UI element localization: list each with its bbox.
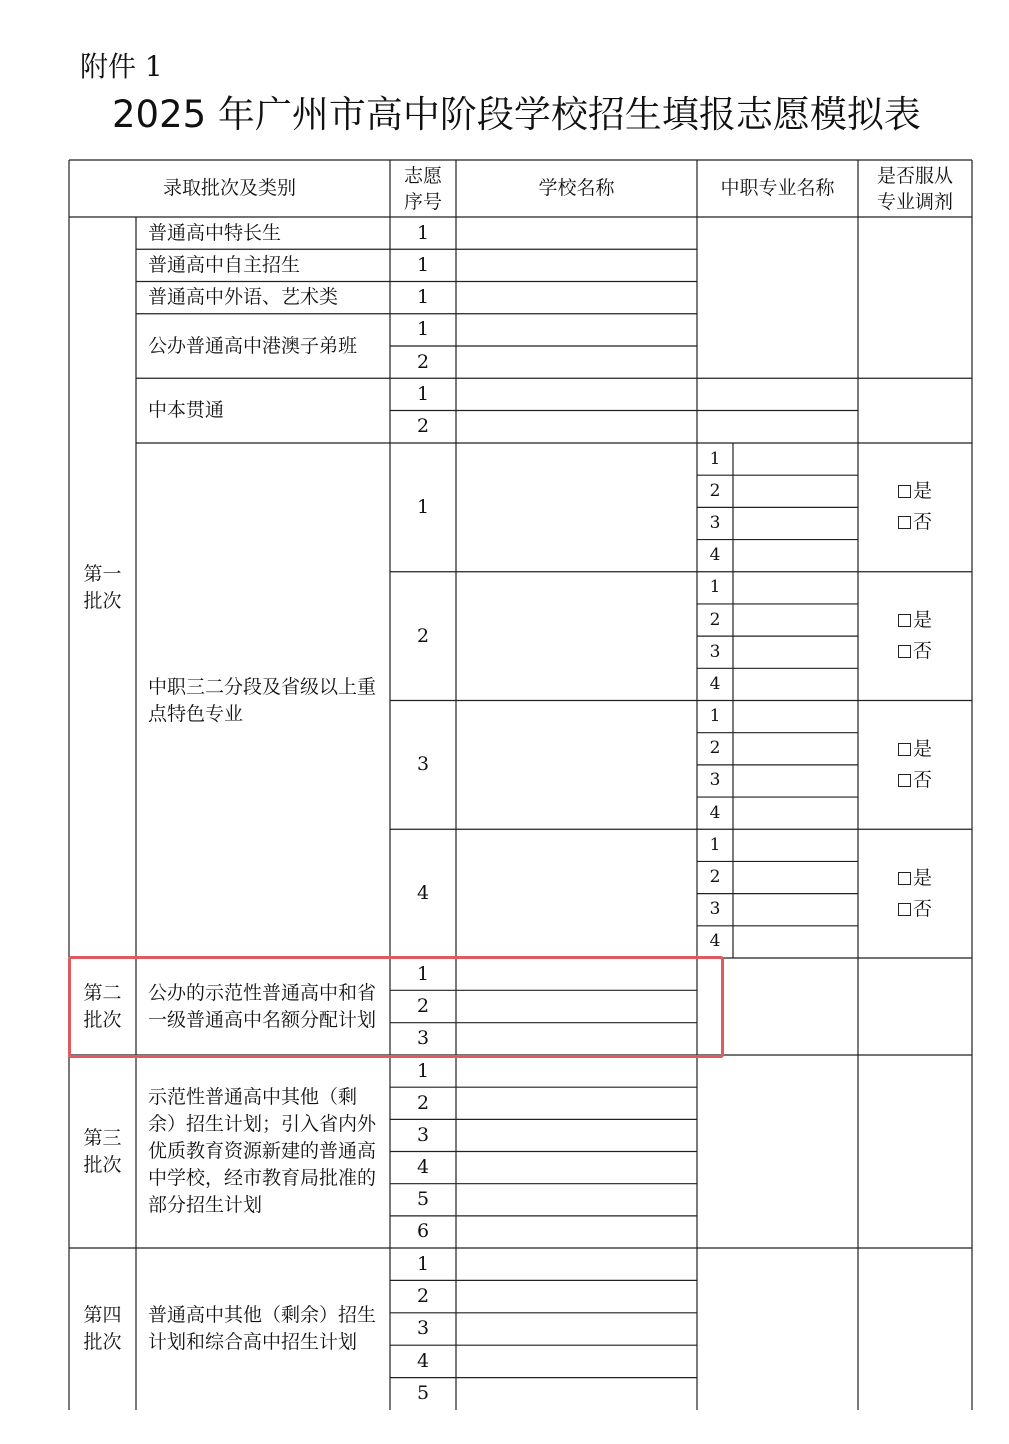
preference-number-hkmacau-1-text: 1 [416,318,430,341]
school-name-field-hkmacau-1[interactable] [456,314,697,346]
preference-number-remaining-general-2 [390,1280,456,1312]
preference-number-vocational-3-text: 3 [416,753,430,776]
major-field-integrated-1[interactable] [697,378,858,410]
major-name-field[interactable] [733,765,858,797]
header-school [456,160,697,217]
adjust-yes-label: 是 [912,737,932,760]
major-number [697,861,733,893]
preference-number-quota-2 [390,990,456,1022]
category-quota-allocation-text: 公办的示范性普通高中和省一级普通高中名额分配计划 [148,981,377,1031]
major-name-field[interactable] [733,507,858,539]
major-name-field[interactable] [733,894,858,926]
checkbox-icon[interactable] [898,903,911,916]
header-school-text: 学校名称 [538,177,615,199]
major-number [697,668,733,700]
checkbox-icon[interactable] [898,516,911,529]
preference-number-remaining-general-5-text: 5 [416,1382,430,1405]
batch-label-b1-text: 第一批次 [83,562,122,612]
category-integrated-undergrad-text: 中本贯通 [148,399,225,422]
header-order [390,160,456,217]
category-specialty-text: 普通高中特长生 [148,221,282,244]
preference-number-independent-1 [390,249,456,281]
major-name-field[interactable] [733,475,858,507]
major-number-text: 3 [709,641,721,662]
category-remaining-general [136,1248,390,1410]
batch-label-b3 [69,1055,136,1248]
adjust-no-label: 否 [912,768,932,791]
preference-number-remaining-demo-5 [390,1184,456,1216]
major-number [697,540,733,572]
preference-number-language-1 [390,282,456,314]
preference-number-remaining-demo-4 [390,1152,456,1184]
major-number-text: 3 [709,512,721,533]
major-number [697,829,733,861]
adjust-yes-option[interactable] [898,607,932,634]
school-name-field-remaining-demo-4[interactable] [456,1152,697,1184]
major-number-text: 4 [709,802,721,823]
preference-number-remaining-demo-2 [390,1087,456,1119]
major-name-field[interactable] [733,926,858,958]
adjust-yes-option[interactable] [898,865,932,892]
checkbox-icon[interactable] [898,485,911,498]
major-name-field[interactable] [733,443,858,475]
major-number [697,926,733,958]
school-name-field-vocational-1[interactable] [456,443,697,572]
category-independent [136,249,390,281]
school-name-field-remaining-general-1[interactable] [456,1248,697,1280]
category-language-arts-text: 普通高中外语、艺术类 [148,286,339,309]
adjust-choice-3 [858,701,972,830]
category-hk-macau-class [136,314,390,379]
adjust-yes-label: 是 [912,480,932,503]
major-name-field[interactable] [733,861,858,893]
school-name-field-remaining-general-2[interactable] [456,1280,697,1312]
adjust-yes-label: 是 [912,609,932,632]
major-number [697,507,733,539]
adjust-choice-4 [858,829,972,958]
preference-number-vocational-4 [390,829,456,958]
school-name-field-remaining-general-4[interactable] [456,1345,697,1377]
school-name-field-specialty-1[interactable] [456,217,697,249]
school-name-field-remaining-demo-3[interactable] [456,1119,697,1151]
major-name-field[interactable] [733,604,858,636]
major-number [697,636,733,668]
adjust-choice-2 [858,572,972,701]
preference-number-integrated-1-text: 1 [416,382,430,405]
preference-number-hkmacau-2 [390,346,456,378]
checkbox-icon[interactable] [898,872,911,885]
category-remaining-demo-text: 示范性普通高中其他（剩余）招生计划；引入省内外优质教育资源新建的普通高中学校，经市教育局批准的部分招生计划 [148,1086,377,1216]
preference-number-remaining-general-3 [390,1313,456,1345]
category-remaining-demo [136,1055,390,1248]
major-number [697,894,733,926]
category-specialty [136,217,390,249]
adjust-no-option[interactable] [898,638,932,665]
major-number-text: 1 [709,448,721,469]
category-hk-macau-class-text: 公办普通高中港澳子弟班 [148,334,358,357]
batch-label-b4-text: 第四批次 [83,1304,122,1353]
major-number [697,733,733,765]
batch-label-b2-text: 第二批次 [83,981,122,1031]
batch-label-b1 [69,217,136,958]
preference-number-vocational-1-text: 1 [416,495,430,518]
major-number [697,572,733,604]
header-order-text: 志愿序号 [403,164,442,213]
header-adjust-text: 是否服从专业调剂 [876,164,953,213]
adjust-no-label: 否 [912,640,932,663]
major-number-text: 2 [709,480,721,501]
major-number-text: 1 [709,577,721,598]
preference-number-remaining-demo-3-text: 3 [416,1123,430,1146]
major-name-field[interactable] [733,636,858,668]
major-number-text: 3 [709,770,721,791]
preference-number-remaining-demo-4-text: 4 [416,1156,430,1179]
school-name-field-integrated-2[interactable] [456,411,697,443]
major-number [697,765,733,797]
annex-label: 附件 1 [80,50,163,83]
checkbox-icon[interactable] [898,645,911,658]
preference-number-language-1-text: 1 [416,286,430,309]
adjust-yes-option[interactable] [898,478,932,505]
preference-number-vocational-3 [390,701,456,830]
major-number-text: 2 [709,738,721,759]
adjust-no-label: 否 [912,897,932,920]
preference-number-integrated-1 [390,378,456,410]
preference-number-remaining-general-5 [390,1378,456,1410]
category-independent-text: 普通高中自主招生 [148,253,301,276]
preference-number-remaining-demo-6 [390,1216,456,1248]
major-name-field[interactable] [733,668,858,700]
preference-number-remaining-demo-3 [390,1119,456,1151]
preference-number-quota-2-text: 2 [416,994,430,1017]
preference-number-remaining-demo-1-text: 1 [416,1059,430,1082]
major-number [697,604,733,636]
school-name-field-language-1[interactable] [456,282,697,314]
school-name-field-integrated-1[interactable] [456,378,697,410]
preference-number-remaining-demo-5-text: 5 [416,1188,430,1211]
category-integrated-undergrad [136,378,390,443]
school-name-field-remaining-general-5[interactable] [456,1378,697,1410]
school-name-field-quota-3[interactable] [456,1023,697,1055]
preference-number-vocational-4-text: 4 [416,882,430,905]
major-field-integrated-2[interactable] [697,411,858,443]
major-name-field[interactable] [733,829,858,861]
major-number-text: 1 [709,706,721,727]
major-name-field[interactable] [733,572,858,604]
major-number [697,797,733,829]
major-number [697,443,733,475]
major-name-field[interactable] [733,733,858,765]
school-name-field-hkmacau-2[interactable] [456,346,697,378]
school-name-field-remaining-demo-1[interactable] [456,1055,697,1087]
school-name-field-vocational-3[interactable] [456,701,697,830]
major-name-field[interactable] [733,701,858,733]
major-number-text: 1 [709,834,721,855]
preference-number-vocational-1 [390,443,456,572]
adjust-no-option[interactable] [898,767,932,794]
major-number-text: 4 [709,545,721,566]
batch-label-b2 [69,958,136,1055]
checkbox-icon[interactable] [898,614,911,627]
adjust-choice-1 [858,443,972,572]
preference-number-integrated-2-text: 2 [416,415,430,438]
batch-label-b3-text: 第三批次 [83,1126,122,1176]
preference-number-quota-3 [390,1023,456,1055]
header-adjust [858,160,972,217]
batch-label-b4 [69,1248,136,1410]
preference-number-remaining-general-4-text: 4 [416,1349,430,1372]
school-name-field-remaining-general-3[interactable] [456,1313,697,1345]
preference-number-remaining-general-3-text: 3 [416,1317,430,1340]
page-title: 2025 年广州市高中阶段学校招生填报志愿模拟表 [112,93,921,136]
preference-number-remaining-general-4 [390,1345,456,1377]
preference-number-remaining-demo-6-text: 6 [416,1220,430,1243]
preference-number-quota-1-text: 1 [416,962,430,985]
school-name-field-remaining-demo-5[interactable] [456,1184,697,1216]
school-name-field-remaining-demo-2[interactable] [456,1087,697,1119]
preference-number-specialty-1-text: 1 [416,221,430,244]
major-name-field[interactable] [733,540,858,572]
preference-number-quota-1 [390,958,456,990]
major-number-text: 4 [709,931,721,952]
checkbox-icon[interactable] [898,774,911,787]
header-major-text: 中职专业名称 [720,177,835,199]
header-category [69,160,390,217]
school-name-field-quota-2[interactable] [456,990,697,1022]
major-number [697,475,733,507]
preference-number-hkmacau-1 [390,314,456,346]
preference-number-integrated-2 [390,411,456,443]
preference-number-specialty-1 [390,217,456,249]
major-number-text: 3 [709,899,721,920]
school-name-field-quota-1[interactable] [456,958,697,990]
major-number [697,701,733,733]
school-name-field-vocational-2[interactable] [456,572,697,701]
preference-number-vocational-2 [390,572,456,701]
preference-number-quota-3-text: 3 [416,1027,430,1050]
preference-number-remaining-demo-2-text: 2 [416,1091,430,1114]
category-language-arts [136,282,390,314]
major-number-text: 2 [709,867,721,888]
major-number-text: 2 [709,609,721,630]
checkbox-icon[interactable] [898,743,911,756]
preference-number-remaining-general-1 [390,1248,456,1280]
preference-number-remaining-general-1-text: 1 [416,1252,430,1275]
category-vocational-text: 中职三二分段及省级以上重点特色专业 [148,675,377,725]
header-major [697,160,858,217]
adjust-no-label: 否 [912,511,932,534]
header-category-text: 录取批次及类别 [162,177,296,199]
preference-number-vocational-2-text: 2 [416,624,430,647]
adjust-yes-label: 是 [912,866,932,889]
preference-number-remaining-general-2-text: 2 [416,1285,430,1308]
adjust-yes-option[interactable] [898,736,932,763]
category-remaining-general-text: 普通高中其他（剩余）招生计划和综合高中招生计划 [148,1304,377,1353]
category-quota-allocation [136,958,390,1055]
major-number-text: 4 [709,673,721,694]
preference-number-remaining-demo-1 [390,1055,456,1087]
school-name-field-remaining-demo-6[interactable] [456,1216,697,1248]
adjust-no-option[interactable] [898,896,932,923]
preference-number-hkmacau-2-text: 2 [416,350,430,373]
category-vocational [136,443,390,958]
school-name-field-vocational-4[interactable] [456,829,697,958]
school-name-field-independent-1[interactable] [456,249,697,281]
adjust-no-option[interactable] [898,509,932,536]
major-name-field[interactable] [733,797,858,829]
preference-number-independent-1-text: 1 [416,253,430,276]
